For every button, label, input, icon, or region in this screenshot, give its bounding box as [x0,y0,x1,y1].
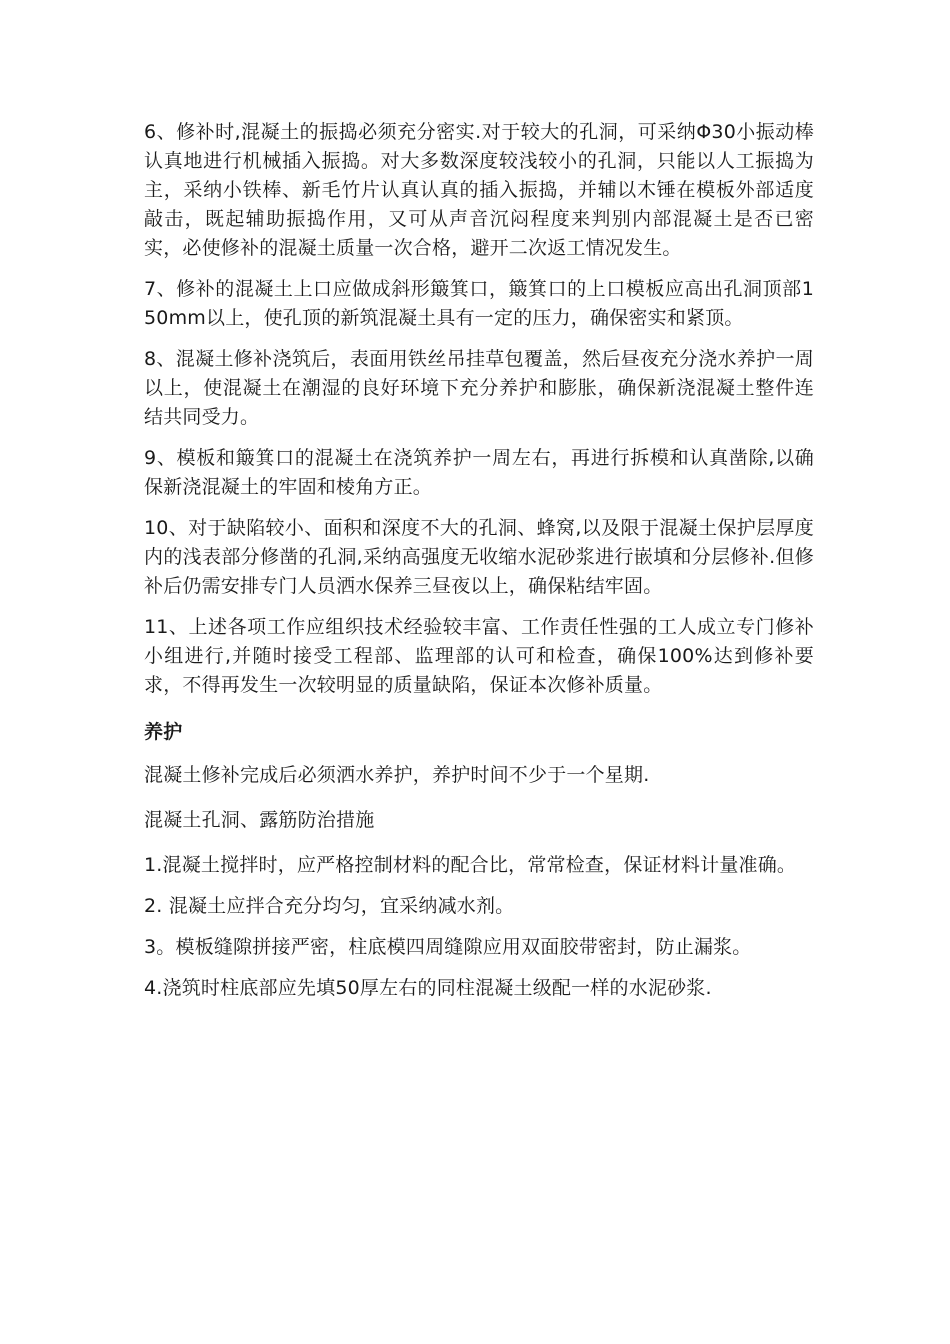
paragraph-6: 6、修补时,混凝土的振捣必须充分密实.对于较大的孔洞，可采纳Φ30小振动棒认真地进行机械插入振捣。对大多数深度较浅较小的孔洞，只能以人工振捣为主，采纳小铁棒、新毛竹片认真认真的插入振捣，并辅以木锤在模板外部适度敲击，既起辅助振捣作用，又可从声音沉闷程度来判别内部混凝土是否已密实，必使修补的混凝土质量一次合格，避开二次返工情况发生。 [144,121,814,259]
section-heading-curing: 养护 [144,721,183,743]
paragraph-9: 9、模板和簸箕口的混凝土在浇筑养护一周左右，再进行拆模和认真凿除,以确保新浇混凝土的牢固和棱角方正。 [144,447,814,498]
document-page [144,118,814,1015]
curing-text: 混凝土修补完成后必须洒水养护，养护时间不少于一个星期. [144,764,650,786]
paragraph-10: 10、对于缺陷较小、面积和深度不大的孔洞、蜂窝,以及限于混凝土保护层厚度内的浅表部分修凿的孔洞,采纳高强度无收缩水泥砂浆进行嵌填和分层修补.但修补后仍需安排专门人员洒水保养三昼夜以上，确保粘结牢固。 [144,517,814,597]
prevention-item-3: 3。模板缝隙拼接严密，柱底模四周缝隙应用双面胶带密封，防止漏浆。 [144,936,752,958]
prevention-item-1: 1.混凝土搅拌时，应严格控制材料的配合比，常常检查，保证材料计量准确。 [144,854,797,876]
prevention-item-4: 4.浇筑时柱底部应先填50厚左右的同柱混凝土级配一样的水泥砂浆. [144,977,712,999]
prevention-title: 混凝土孔洞、露筋防治措施 [144,809,375,831]
paragraph-7: 7、修补的混凝土上口应做成斜形簸箕口，簸箕口的上口模板应高出孔洞顶部150mm以上，使孔顶的新筑混凝土具有一定的压力，确保密实和紧顶。 [144,278,814,329]
prevention-item-2: 2. 混凝土应拌合充分均匀，宜采纳减水剂。 [144,895,515,917]
paragraph-11: 11、上述各项工作应组织技术经验较丰富、工作责任性强的工人成立专门修补小组进行,并随时接受工程部、监理部的认可和检查，确保100%达到修补要求，不得再发生一次较明显的质量缺陷，保证本次修补质量。 [144,616,814,696]
paragraph-8: 8、混凝土修补浇筑后，表面用铁丝吊挂草包覆盖，然后昼夜充分浇水养护一周以上，使混凝土在潮湿的良好环境下充分养护和膨胀，确保新浇混凝土整件连结共同受力。 [144,348,814,428]
